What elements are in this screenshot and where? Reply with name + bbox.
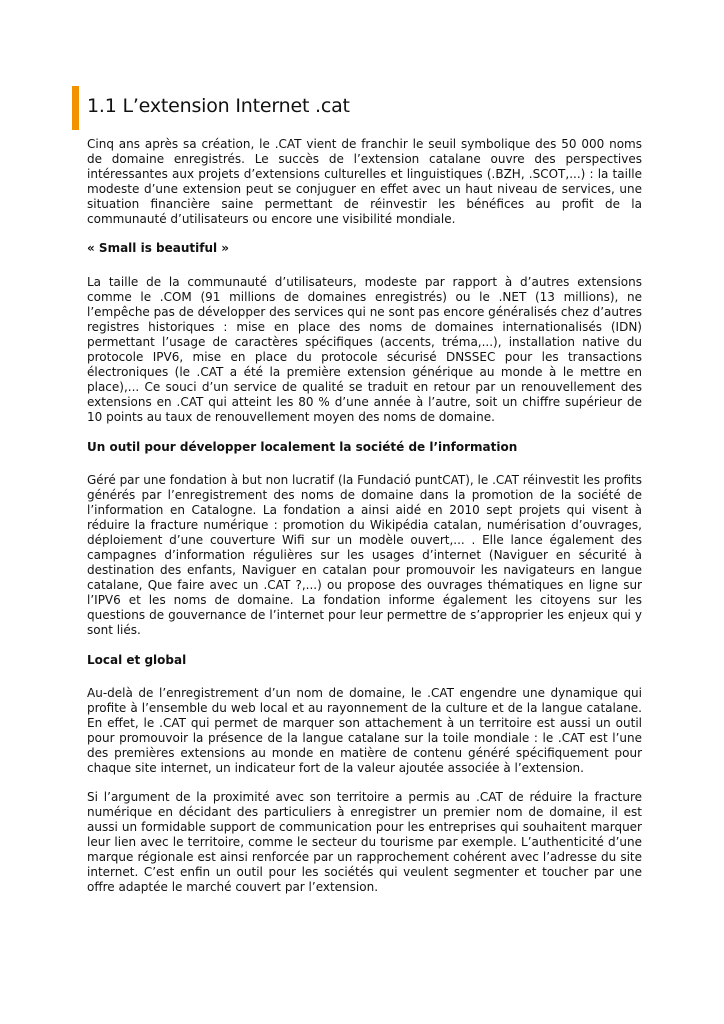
paragraph-local-global-1: Au-delà de l’enregistrement d’un nom de domaine, le .CAT engendre une dynamique qui profite à l’ensemble du web local et au rayonnement de la culture et de la langue catalane. En effet, le .CAT qui permet de marquer son attachement à un territoire est aussi un outil pour promouvoir la présence de la langue catalane sur la toile mondiale : le .CAT est l’une des premières extensions au monde en matière de contenu généré spécifiquement pour chaque site internet, un indicateur fort de la valeur ajoutée associée à l’extension.: [87, 686, 642, 775]
section-title: 1.1 L’extension Internet .cat: [87, 95, 350, 117]
heading-small-is-beautiful: « Small is beautiful »: [87, 241, 230, 255]
paragraph-outil: Géré par une fondation à but non lucratif (la Fundació puntCAT), le .CAT réinvestit les profits générés par l’enregistrement des noms de domaine dans la promotion de la société de l’information en Catalogne. La fondation a ainsi aidé en 2010 sept projets qui visent à réduire la fracture numérique : promotion du Wikipédia catalan, numérisation d’ouvrages, déploiement d’une couverture Wifi sur un modèle ouvert,... . Elle lance également des campagnes d’information régulières sur les usages d’internet (Naviguer en sécurité à destination des enfants, Naviguer en catalan pour promouvoir les navigateurs en langue catalane, Que faire avec un .CAT ?,...) ou propose des ouvrages thématiques en ligne sur l’IPV6 et les noms de domaine. La fondation informe également les citoyens sur les questions de gouvernance de l’internet pour leur permettre de s’approprier les enjeux qui y sont liés.: [87, 473, 642, 637]
title-accent-bar: [72, 86, 79, 130]
paragraph-local-global-2: Si l’argument de la proximité avec son territoire a permis au .CAT de réduire la fracture numérique en décidant des particuliers à enregistrer un premier nom de domaine, il est aussi un formidable support de communication pour les entreprises qui souhaitent marquer leur lien avec le territoire, comme le secteur du tourisme par exemple. L’authenticité d’une marque régionale est ainsi renforcée par un rapprochement cohérent avec l’adresse du site internet. C’est enfin un outil pour les sociétés qui veulent segmenter et toucher par une offre adaptée le marché couvert par l’extension.: [87, 790, 642, 894]
document-body: [87, 137, 642, 895]
paragraph-small-is-beautiful: La taille de la communauté d’utilisateurs, modeste par rapport à d’autres extensions comme le .COM (91 millions de domaines enregistrés) ou le .NET (13 millions), ne l’empêche pas de développer des services qui ne sont pas encore généralisés chez d’autres registres historiques : mise en place des noms de domaines internationalisés (IDN) permettant l’usage de caractères spécifiques (accents, tréma,...), installation native du protocole IPV6, mise en place du protocole sécurisé DNSSEC pour les transactions électroniques (le .CAT a été la première extension générique au monde à le mettre en place),... Ce souci d’un service de qualité se traduit en retour par un renouvellement des extensions en .CAT qui atteint les 80 % d’une année à l’autre, soit un chiffre supérieur de 10 points au taux de renouvellement moyen des noms de domaine.: [87, 275, 642, 424]
intro-paragraph: Cinq ans après sa création, le .CAT vient de franchir le seuil symbolique des 50 000 noms de domaine enregistrés. Le succès de l’extension catalane ouvre des perspectives intéressantes aux projets d’extensions culturelles et linguistiques (.BZH, .SCOT,...) : la taille modeste d’une extension peut se conjuguer en effet avec un haut niveau de services, une situation financière saine permettant de réinvestir les bénéfices au profit de la communauté d’utilisateurs ou encore une visibilité mondiale.: [87, 137, 642, 226]
heading-outil: Un outil pour développer localement la société de l’information: [87, 440, 518, 454]
heading-local-global: Local et global: [87, 653, 187, 667]
